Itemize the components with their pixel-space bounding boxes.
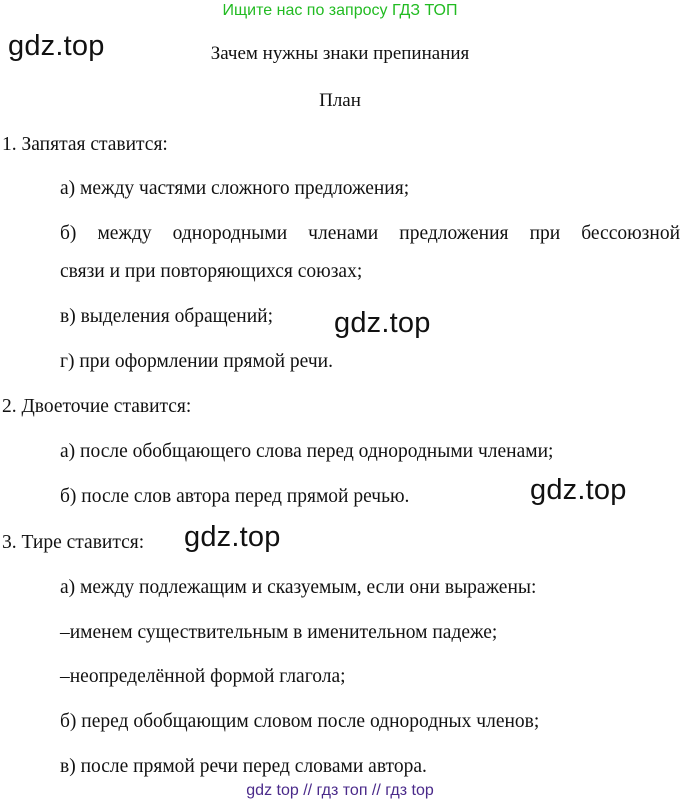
section-3-item-a: а) между подлежащим и сказуемым, если они выражены: (60, 577, 537, 598)
page-title: Зачем нужны знаки препинания (210, 43, 470, 64)
section-1-item-d: г) при оформлении прямой речи. (60, 351, 333, 372)
plan-heading: План (319, 90, 361, 111)
section-3-item-a-dash-2: –неопределённой формой глагола; (60, 666, 346, 687)
watermark-logo: gdz.top (334, 307, 431, 339)
section-3-item-a-dash-1: –именем существительным в именительном падеже; (60, 622, 498, 643)
section-3-heading: 3. Тире ставится: (2, 532, 145, 553)
section-2-item-a: а) после обобщающего слова перед однородными членами; (60, 441, 554, 462)
watermark-logo: gdz.top (530, 474, 627, 506)
section-1-item-b-continued: связи и при повторяющихся союзах; (60, 261, 363, 282)
search-banner[interactable]: Ищите нас по запросу ГДЗ ТОП (222, 2, 458, 19)
section-2-heading: 2. Двоеточие ставится: (2, 396, 192, 417)
section-3-item-c: в) после прямой речи перед словами автора. (60, 756, 427, 777)
section-1-item-b: б) между однородными членами предложения при бессоюзной (60, 223, 680, 244)
watermark-logo: gdz.top (8, 30, 105, 62)
section-1-item-c: в) выделения обращений; (60, 306, 274, 327)
section-1-item-a: а) между частями сложного предложения; (60, 178, 410, 199)
footer-links[interactable]: gdz top // гдз топ // гдз top (246, 782, 434, 799)
section-1-heading: 1. Запятая ставится: (2, 134, 168, 155)
watermark-logo: gdz.top (184, 521, 281, 553)
section-2-item-b: б) после слов автора перед прямой речью. (60, 486, 410, 507)
section-3-item-b: б) перед обобщающим словом после однородных членов; (60, 711, 540, 732)
